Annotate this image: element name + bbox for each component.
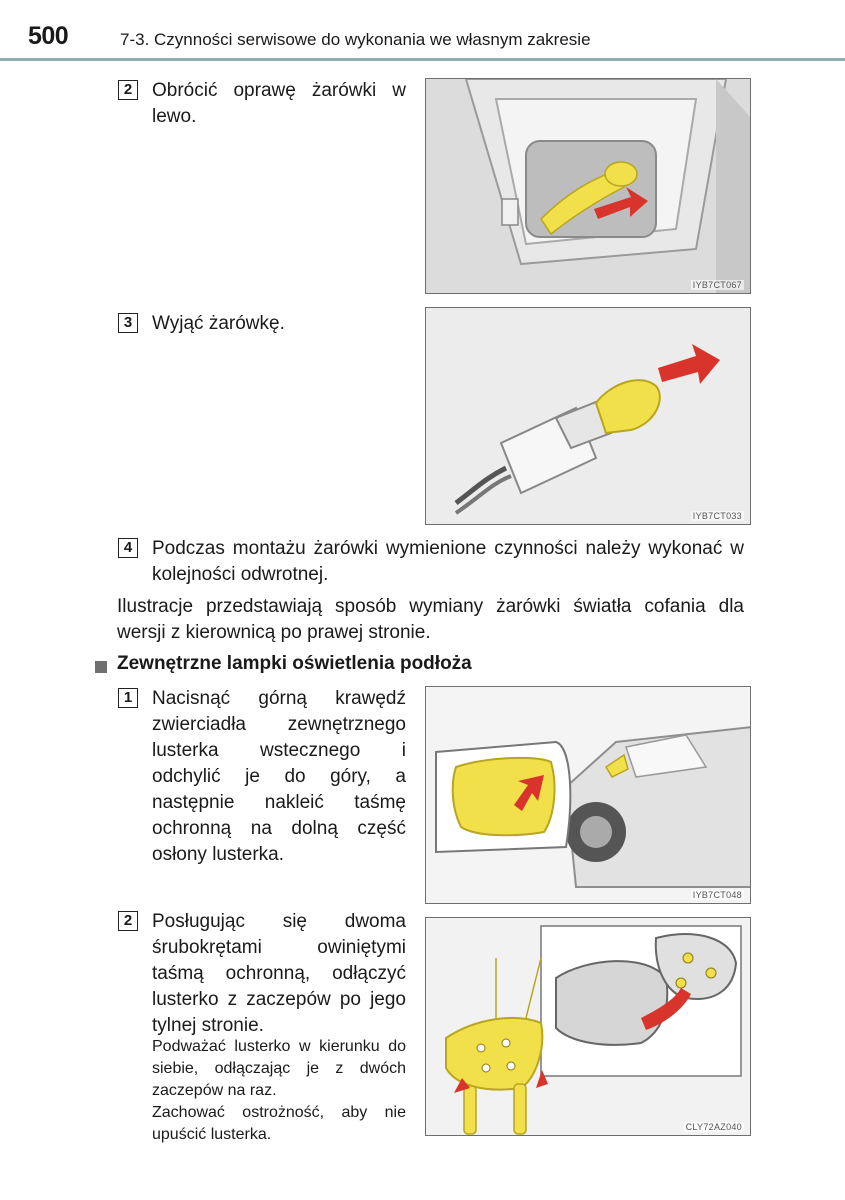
step-note: Zachować ostrożność, aby nie upuścić lusterka.	[152, 1104, 406, 1143]
step-note: Podważać lusterko w kierunku do siebie, odłączając je z dwóch zaczepów na raz.	[152, 1038, 406, 1099]
figure-bulb-socket	[425, 78, 751, 294]
figure-code: IYB7CT048	[692, 890, 742, 900]
figure-mirror-removal	[425, 917, 751, 1136]
step-text: Nacisnąć górną krawędź zwierciadła zewnętrznego lusterka wstecznego i odchylić je do góry, a następnie nakleić taśmę ochronną na dolną część osłony lusterka.	[152, 688, 406, 865]
step-text: Podczas montażu żarówki wymienione czynności należy wykonać w kolejności odwrotnej.	[152, 538, 744, 585]
mirror-tilt-illustration	[426, 687, 751, 904]
section-title: 7-3. Czynności serwisowe do wykonania we własnym zakresie	[120, 30, 591, 49]
heading-bullet	[95, 661, 107, 673]
step-badge: 2	[118, 80, 138, 100]
bulb-socket-illustration	[426, 79, 751, 294]
figure-bulb-removal	[425, 307, 751, 525]
step-badge: 2	[118, 911, 138, 931]
section-heading: Zewnętrzne lampki oświetlenia podłoża	[117, 653, 472, 674]
step-text: Obrócić oprawę żarówki w lewo.	[152, 80, 406, 127]
paragraph: Ilustracje przedstawiają sposób wymiany żarówki światła cofania dla wersji z kierownicą po prawej stronie.	[117, 596, 744, 643]
step-text: Wyjąć żarówkę.	[152, 313, 285, 334]
step-badge: 1	[118, 688, 138, 708]
figure-code: IYB7CT067	[692, 280, 742, 290]
page-number: 500	[28, 22, 69, 50]
step-text: Posługując się dwoma śrubokrętami owiniętymi taśmą ochronną, odłączyć lusterko z zaczepów po jego tylnej stronie.	[152, 911, 406, 1036]
header-rule	[0, 58, 845, 61]
figure-code: IYB7CT033	[692, 511, 742, 521]
bulb-removal-illustration	[426, 308, 751, 525]
mirror-removal-illustration	[426, 918, 751, 1136]
step-badge: 3	[118, 313, 138, 333]
figure-mirror-tilt	[425, 686, 751, 904]
page-header	[0, 0, 845, 62]
figure-code: CLY72AZ040	[685, 1122, 742, 1132]
step-badge: 4	[118, 538, 138, 558]
